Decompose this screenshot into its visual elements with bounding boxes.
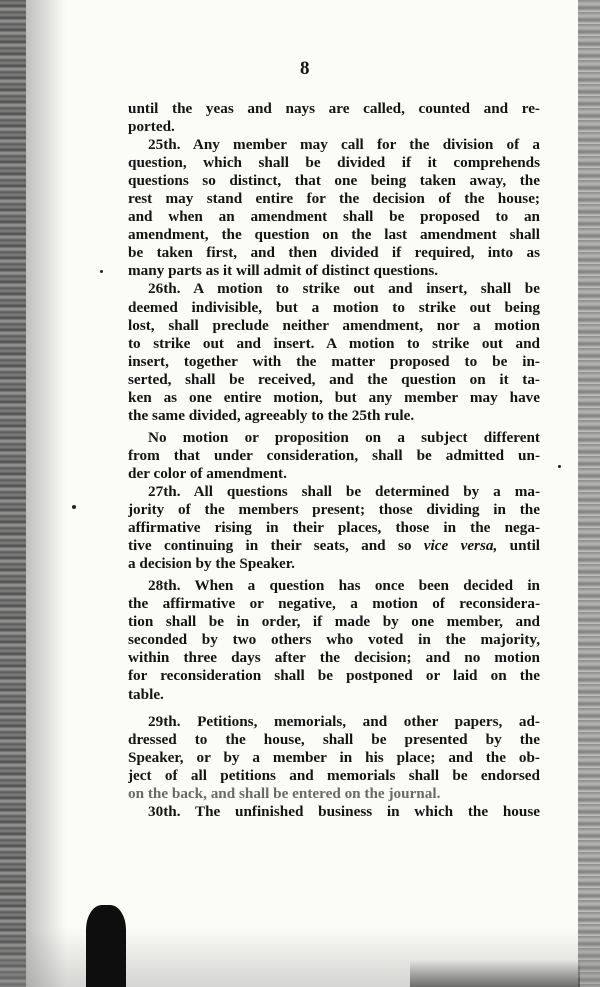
speck bbox=[72, 505, 76, 509]
text-line: tion shall be in order, if made by one member, and bbox=[128, 613, 540, 631]
text-line: the affirmative or negative, a motion of reconsidera- bbox=[128, 595, 540, 613]
text-line: rest may stand entire for the decision of the house; bbox=[128, 190, 540, 208]
italic-phrase: vice versa, bbox=[423, 537, 498, 555]
text-line: Speaker, or by a member in his place; and the ob- bbox=[128, 748, 540, 766]
text-line: on the back, and shall be entered on the journal. bbox=[128, 784, 441, 802]
text-line: ken as one entire motion, but any member may have bbox=[128, 388, 540, 406]
text-line: table. bbox=[128, 685, 164, 703]
text-line: jority of the members present; those dividing in the bbox=[128, 501, 540, 519]
page-number: 8 bbox=[300, 58, 310, 79]
text-line: deemed indivisible, but a motion to strike out being bbox=[128, 298, 540, 316]
text-line: and when an amendment shall be proposed to an bbox=[128, 208, 540, 226]
text-line-with-italic bbox=[128, 537, 540, 555]
text-line: the same divided, agreeably to the 25th rule. bbox=[128, 406, 415, 424]
text-line: serted, shall be received, and the question on it ta- bbox=[128, 370, 540, 388]
scan-shadow bbox=[410, 960, 580, 987]
text-line: der color of amendment. bbox=[128, 464, 287, 482]
paragraph-start-line: No motion or proposition on a subject different bbox=[148, 428, 540, 446]
text-line: questions so distinct, that one being taken away, the bbox=[128, 172, 540, 190]
text-line: for reconsideration shall be postponed or laid on the bbox=[128, 667, 540, 685]
text-line: a decision by the Speaker. bbox=[128, 555, 295, 573]
rule-27-heading-line: 27th. All questions shall be determined by a ma- bbox=[148, 482, 540, 500]
text-line: be taken first, and then divided if required, into as bbox=[128, 244, 540, 262]
text-line: within three days after the decision; and no motion bbox=[128, 649, 540, 667]
text-segment: until bbox=[497, 537, 540, 555]
text-line: until the yeas and nays are called, counted and re- bbox=[128, 100, 540, 117]
text-line: dressed to the house, shall be presented by the bbox=[128, 730, 540, 748]
text-segment: tive continuing in their seats, and so bbox=[128, 537, 412, 555]
text-line: insert, together with the matter proposed to be in- bbox=[128, 352, 540, 370]
binding-edge-left bbox=[0, 0, 26, 987]
rule-25-heading-line: 25th. Any member may call for the division of a bbox=[148, 136, 540, 154]
rule-30-heading-line: 30th. The unfinished business in which the house bbox=[148, 802, 540, 820]
text-line: to strike out and insert. A motion to strike out and bbox=[128, 334, 540, 352]
ink-blot bbox=[86, 905, 126, 987]
rule-28-heading-line: 28th. When a question has once been decided in bbox=[148, 577, 540, 595]
text-line: from that under consideration, shall be admitted un- bbox=[128, 446, 540, 464]
text-line: amendment, the question on the last amendment shall bbox=[128, 226, 540, 244]
text-line: affirmative rising in their places, those in the nega- bbox=[128, 519, 540, 537]
text-line: many parts as it will admit of distinct questions. bbox=[128, 262, 439, 280]
text-line: ject of all petitions and memorials shall be endorsed bbox=[128, 766, 540, 784]
text-line: lost, shall preclude neither amendment, nor a motion bbox=[128, 316, 540, 334]
text-line: seconded by two others who voted in the majority, bbox=[128, 631, 540, 649]
text-line: question, which shall be divided if it comprehends bbox=[128, 154, 540, 172]
speck bbox=[558, 465, 561, 468]
rule-26-heading-line: 26th. A motion to strike out and insert, shall be bbox=[148, 280, 540, 298]
speck bbox=[100, 270, 103, 273]
text-line: ported. bbox=[128, 118, 175, 136]
body-text bbox=[128, 100, 540, 821]
page-edge-right bbox=[578, 0, 600, 987]
binding-shadow bbox=[26, 0, 66, 987]
rule-29-heading-line: 29th. Petitions, memorials, and other papers, ad- bbox=[148, 712, 540, 730]
